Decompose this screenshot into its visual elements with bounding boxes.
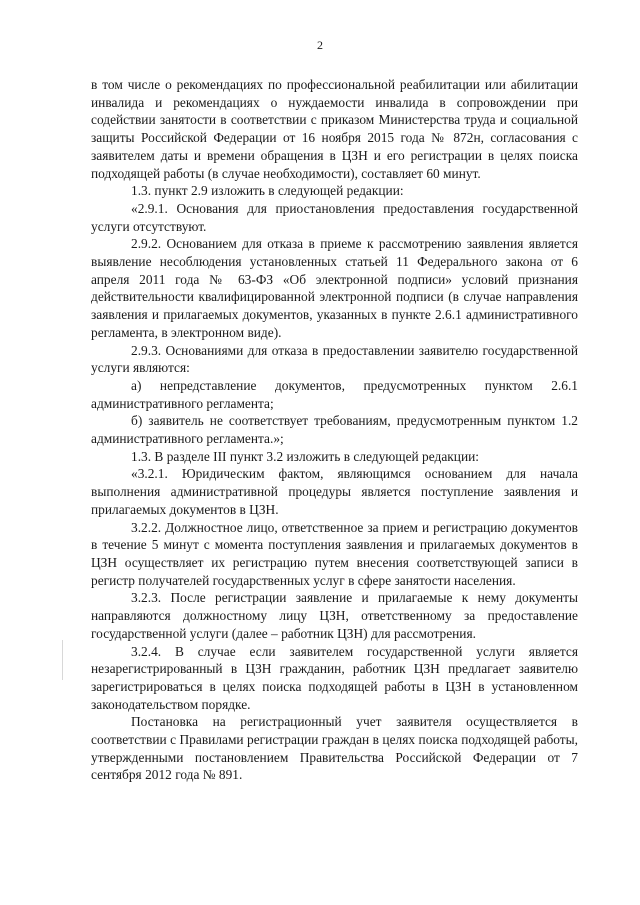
paragraph-1-3-clause-2-9: 1.3. пункт 2.9 изложить в следующей редакции:: [131, 183, 404, 199]
paragraph-3-2-4: 3.2.4. В случае если заявителем государственной услуги является незарегистрированный в ЦЗН гражданин, работник ЦЗН предлагает заявителю зарегистрироваться в целях поиска подходящей работы в ЦЗН в установленном законодательством порядке.: [91, 643, 578, 712]
document-body: [91, 76, 578, 784]
paragraph-item-a: а) непредставление документов, предусмотренных пунктом 2.6.1 административного регламента;: [91, 377, 578, 411]
paragraph-continuation: в том числе о рекомендациях по профессиональной реабилитации или абилитации инвалида и рекомендациях о нуждаемости инвалида в сопровождении при содействии занятости в соответствии с приказом Министерства труда и социальной защиты Российской Федерации от 16 ноября 2015 года № 872н, согласования с заявителем даты и времени обращения в ЦЗН и его регистрации в целях поиска подходящей работы (в случае необходимости), составляет 60 минут.: [91, 77, 578, 181]
paragraph-3-2-2: 3.2.2. Должностное лицо, ответственное за прием и регистрацию документов в течение 5 минут с момента поступления заявления и прилагаемых документов в ЦЗН осуществляет их регистрацию путем внесения соответствующей записи в регистр получателей государственных услуг в сфере занятости населения.: [91, 519, 578, 588]
paragraph-2-9-2: 2.9.2. Основанием для отказа в приеме к рассмотрению заявления является выявление несоблюдения установленных статьей 11 Федерального закона от 6 апреля 2011 года № 63-ФЗ «Об электронной подписи» условий признания действительности квалифицированной электронной подписи (в случае направления заявления и прилагаемых документов, указанных в пункте 2.6.1 административного регламента, в электронном виде).: [91, 236, 578, 340]
paragraph-2-9-3: 2.9.3. Основаниями для отказа в предоставлении заявителю государственной услуги являются:: [91, 342, 578, 376]
margin-mark: [62, 640, 63, 680]
paragraph-registration: Постановка на регистрационный учет заявителя осуществляется в соответствии с Правилами регистрации граждан в целях поиска подходящей работы, утвержденными постановлением Правительства Российской Федерации от 7 сентября 2012 года № 891.: [91, 714, 578, 783]
page-number: 2: [317, 38, 323, 52]
paragraph-item-b: б) заявитель не соответствует требованиям, предусмотренным пунктом 1.2 административного регламента.»;: [91, 413, 578, 447]
paragraph-2-9-1: «2.9.1. Основания для приостановления предоставления государственной услуги отсутствуют.: [91, 200, 578, 234]
paragraph-3-2-3: 3.2.3. После регистрации заявление и прилагаемые к нему документы направляются должностному лицу ЦЗН, ответственному за предоставление государственной услуги (далее – работник ЦЗН) для рассмотрения.: [91, 590, 578, 641]
paragraph-1-3-section-3: 1.3. В разделе III пункт 3.2 изложить в следующей редакции:: [131, 448, 480, 464]
paragraph-3-2-1: «3.2.1. Юридическим фактом, являющимся основанием для начала выполнения административной процедуры является поступление заявления и прилагаемых документов в ЦЗН.: [91, 466, 578, 517]
